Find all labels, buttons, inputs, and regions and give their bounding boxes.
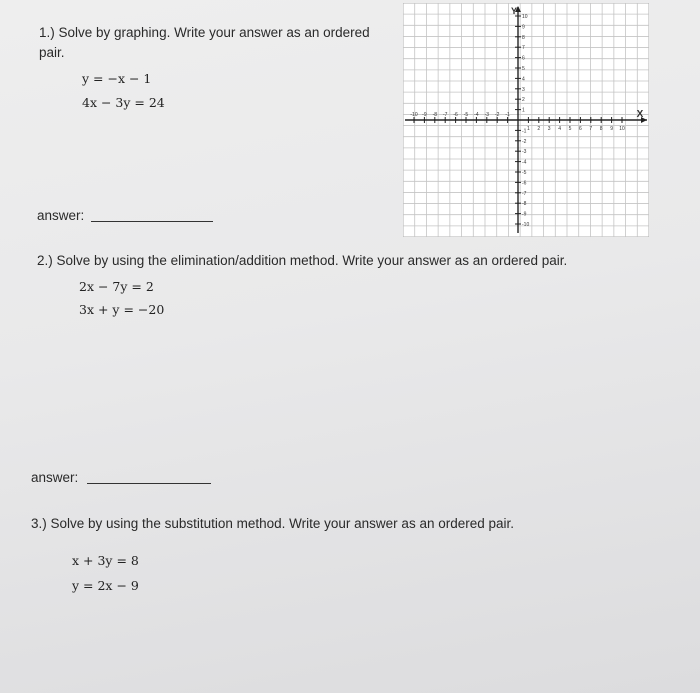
y-tick-label: 2 bbox=[522, 97, 525, 104]
x-tick-label: 2 bbox=[537, 126, 541, 132]
x-tick-label: 6 bbox=[579, 126, 582, 132]
y-tick-label: -1 bbox=[522, 128, 527, 135]
y-tick-label: -5 bbox=[522, 170, 527, 176]
x-tick-label: 10 bbox=[619, 126, 625, 132]
y-tick-label: -2 bbox=[522, 138, 527, 145]
x-tick-label: 3 bbox=[547, 126, 551, 132]
problem-1-prompt: 1.) Solve by graphing. Write your answer as an ordered bbox=[39, 25, 370, 40]
problem-1-answer-label: answer: bbox=[37, 208, 85, 223]
problem-2-answer-blank[interactable] bbox=[87, 469, 211, 484]
y-tick-label: 6 bbox=[522, 55, 525, 62]
x-tick-label: -7 bbox=[442, 112, 448, 118]
problem-3-equation-1: x + 3y = 8 bbox=[72, 553, 139, 568]
x-tick-label: 4 bbox=[558, 126, 561, 132]
problem-1-equation-1: y = −x − 1 bbox=[82, 71, 152, 86]
problem-2-equation-1: 2x − 7y = 2 bbox=[79, 279, 154, 294]
y-tick-label: 10 bbox=[522, 14, 528, 20]
y-tick-label: -3 bbox=[522, 149, 527, 156]
x-tick-label: 1 bbox=[527, 126, 530, 132]
x-tick-label: -5 bbox=[463, 112, 469, 118]
x-tick-label: -1 bbox=[505, 112, 510, 118]
problem-3-equation-2: y = 2x − 9 bbox=[72, 578, 139, 593]
problem-1-answer-blank[interactable] bbox=[91, 207, 213, 222]
x-axis-label: X bbox=[636, 109, 644, 120]
x-tick-label: -3 bbox=[484, 112, 490, 118]
x-tick-label: -2 bbox=[494, 112, 500, 118]
problem-2-equation-2: 3x + y = −20 bbox=[79, 302, 165, 317]
y-tick-label: 9 bbox=[522, 24, 525, 31]
y-tick-label: -8 bbox=[522, 201, 527, 208]
x-tick-label: -10 bbox=[410, 112, 418, 118]
y-tick-label: 1 bbox=[522, 107, 525, 114]
x-tick-label: 8 bbox=[599, 126, 603, 132]
x-tick-label: -4 bbox=[474, 112, 479, 118]
x-tick-label: -6 bbox=[453, 112, 458, 118]
y-tick-label: -10 bbox=[522, 222, 530, 228]
x-tick-label: 5 bbox=[568, 126, 572, 132]
problem-3-prompt: 3.) Solve by using the substitution method. Write your answer as an ordered pair. bbox=[31, 516, 515, 531]
problem-1-equation-2: 4x − 3y = 24 bbox=[82, 95, 165, 110]
y-tick-label: 7 bbox=[522, 45, 525, 52]
y-tick-label: -7 bbox=[522, 190, 527, 197]
problem-2-answer-label: answer: bbox=[31, 470, 79, 485]
y-tick-label: 3 bbox=[522, 86, 525, 93]
y-tick-label: 4 bbox=[522, 76, 525, 83]
problem-1-prompt-continued: pair. bbox=[39, 45, 65, 60]
x-tick-label: 7 bbox=[589, 126, 593, 132]
y-tick-label: 8 bbox=[522, 34, 525, 41]
x-tick-label: -8 bbox=[432, 112, 438, 118]
y-axis-label: Y bbox=[510, 6, 518, 16]
x-tick-label: 9 bbox=[610, 126, 613, 132]
coordinate-grid bbox=[403, 3, 649, 237]
problem-2-prompt: 2.) Solve by using the elimination/addition method. Write your answer as an ordered pair. bbox=[37, 253, 568, 268]
y-tick-label: -4 bbox=[522, 159, 527, 166]
y-tick-label: -6 bbox=[522, 180, 527, 187]
x-tick-label: -9 bbox=[422, 112, 427, 118]
y-tick-label: -9 bbox=[522, 211, 527, 218]
y-tick-label: 5 bbox=[522, 66, 525, 72]
